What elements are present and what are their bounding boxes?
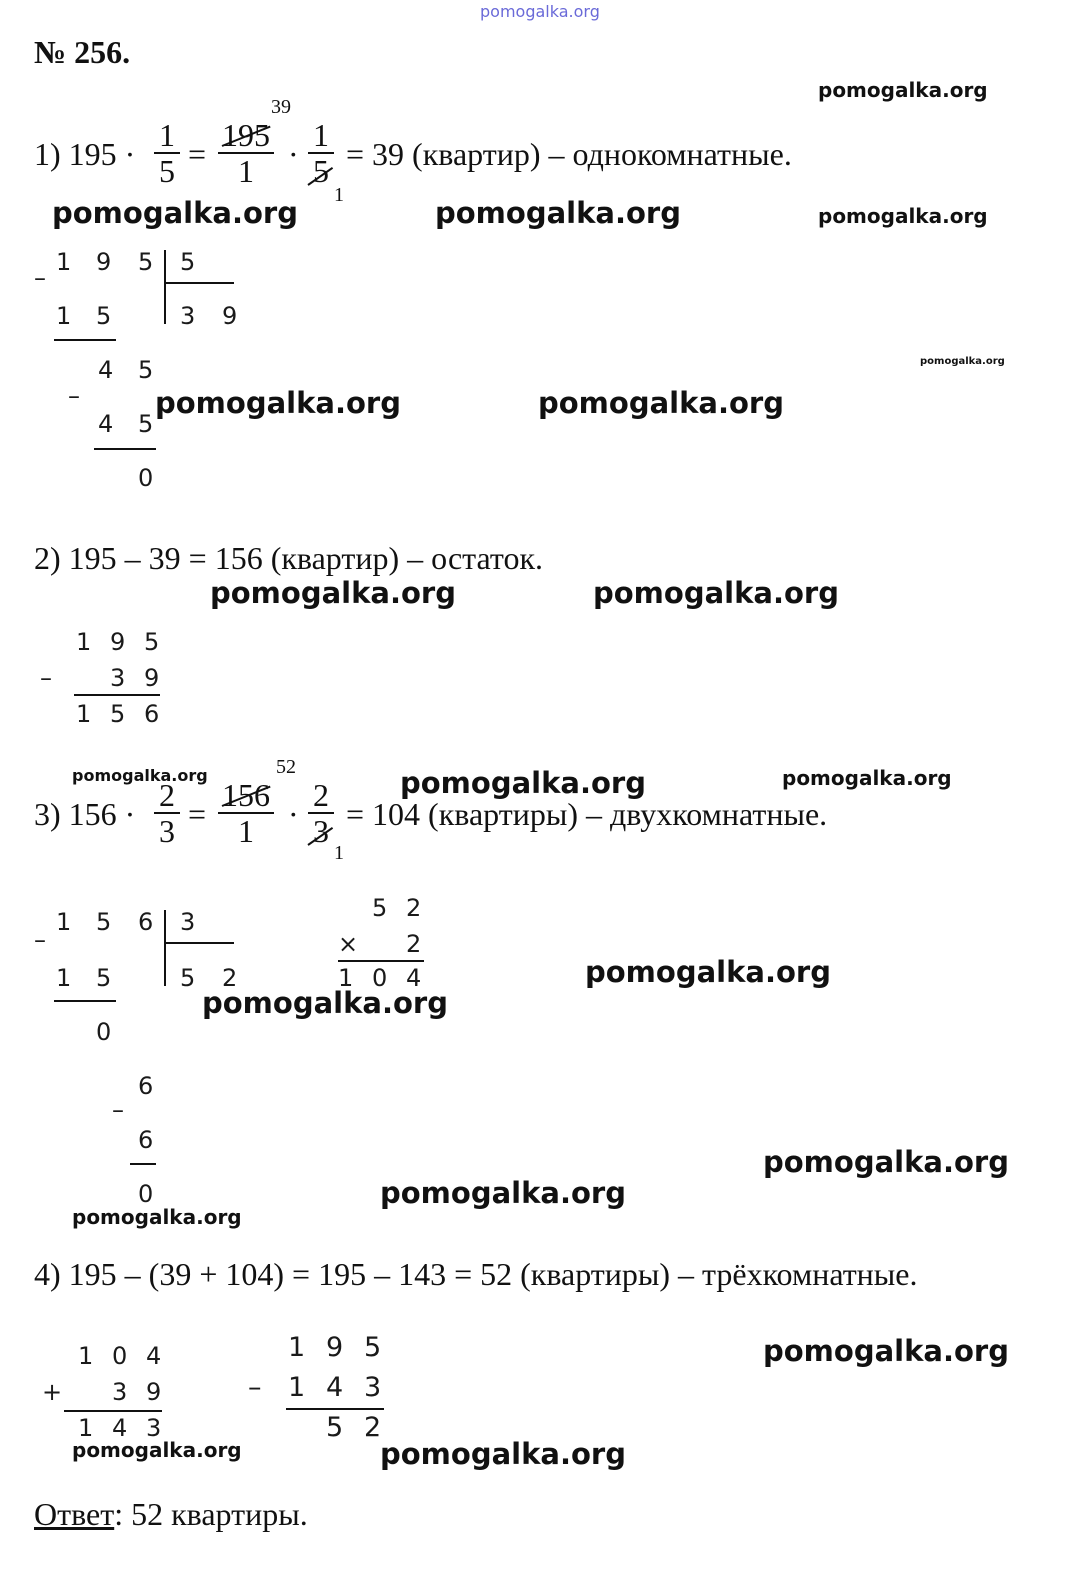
numerator: 1 [159,117,175,153]
quotient-digit: 5 [180,964,196,992]
dividend-digit: 9 [96,248,112,276]
subtrahend-digit: 5 [138,410,154,438]
addend-digit: 9 [146,1378,162,1406]
step3-fraction-3 [308,778,334,848]
factor-digit: 2 [406,894,422,922]
numerator: 1 [313,117,329,153]
subtrahend-digit: 9 [144,664,160,692]
step1-fraction-3 [308,118,334,188]
column-op: – [40,664,52,692]
minuend-digit: 1 [76,628,92,656]
step2-text: 2) 195 – 39 = 156 (квартир) – остаток. [34,540,543,576]
result-digit: 6 [144,700,160,728]
watermark: pomogalka.org [538,386,784,420]
minuend-digit: 9 [326,1332,344,1363]
watermark: pomogalka.org [920,356,1005,367]
watermark: pomogalka.org [818,78,988,102]
cancel-result-top: 39 [271,96,291,118]
dividend-digit: 5 [138,248,154,276]
column-rule [64,1410,162,1412]
quotient-digit: 3 [180,302,196,330]
watermark: pomogalka.org [52,196,298,230]
watermark: pomogalka.org [380,1437,626,1471]
step3-prefix: 3) 156 · [34,796,136,832]
minuend-digit: 5 [364,1332,382,1363]
step4-text: 4) 195 – (39 + 104) = 195 – 143 = 52 (квартиры) – трёхкомнатные. [34,1256,918,1292]
division-minus: – [34,264,46,292]
numerator: 195 [222,117,270,153]
denominator: 5 [159,153,175,189]
watermark-top: pomogalka.org [480,2,600,21]
watermark: pomogalka.org [782,766,952,790]
division-bracket [164,250,166,324]
result-digit: 1 [76,700,92,728]
quotient-digit: 2 [222,964,238,992]
division-minus: – [68,382,80,410]
subtrahend-digit: 3 [110,664,126,692]
dot-operator: · [288,796,299,832]
subtrahend-digit: 6 [138,1126,154,1154]
division-bracket [164,910,166,986]
division-rule [54,339,116,341]
product-digit: 4 [406,964,422,992]
remainder-digit: 5 [138,356,154,384]
watermark: pomogalka.org [593,576,839,610]
equals-sign: = [188,796,207,832]
product-digit: 1 [338,964,354,992]
remainder-digit: 4 [98,356,114,384]
watermark: pomogalka.org [380,1176,626,1210]
division-rule [54,1000,116,1002]
addend-digit: 3 [112,1378,128,1406]
minuend-digit: 5 [144,628,160,656]
numerator: 2 [159,777,175,813]
answer-label: Ответ [34,1496,115,1532]
addend-digit: 0 [112,1342,128,1370]
watermark: pomogalka.org [72,1205,242,1229]
watermark: pomogalka.org [435,196,681,230]
watermark: pomogalka.org [210,576,456,610]
column-op: – [248,1372,262,1403]
sum-digit: 4 [112,1414,128,1442]
division-minus: – [112,1096,124,1124]
division-minus: – [34,926,46,954]
column-rule [338,960,424,962]
divisor-underline [164,282,234,284]
answer-line [34,1496,308,1533]
denominator: 3 [159,813,175,849]
remainder-digit: 0 [96,1018,112,1046]
subtrahend-digit: 3 [364,1372,382,1403]
division-rule [94,448,156,450]
sum-digit: 3 [146,1414,162,1442]
subtrahend-digit: 5 [96,964,112,992]
column-op: × [338,930,359,958]
denominator: 1 [238,153,254,189]
denominator: 1 [238,813,254,849]
difference-digit: 5 [326,1412,344,1443]
column-rule [286,1408,384,1410]
watermark: pomogalka.org [400,766,646,800]
numerator: 156 [222,777,270,813]
divisor: 5 [180,248,196,276]
subtrahend-digit: 1 [56,964,72,992]
result-digit: 5 [110,700,126,728]
column-rule [74,694,160,696]
difference-digit: 2 [364,1412,382,1443]
division-rule [130,1163,156,1165]
minuend-digit: 9 [110,628,126,656]
column-op: + [42,1378,63,1406]
sum-digit: 1 [78,1414,94,1442]
subtrahend-digit: 1 [288,1372,306,1403]
cancel-result-top: 52 [276,756,296,778]
watermark: pomogalka.org [72,1438,242,1462]
remainder-digit: 6 [138,1072,154,1100]
subtrahend-digit: 5 [96,302,112,330]
final-remainder: 0 [138,464,154,492]
dividend-digit: 1 [56,908,72,936]
subtrahend-digit: 4 [98,410,114,438]
step1-prefix: 1) 195 · [34,136,136,172]
quotient-digit: 9 [222,302,238,330]
dividend-digit: 1 [56,248,72,276]
step1-fraction-1 [154,118,180,188]
divisor: 3 [180,908,196,936]
step1-result: = 39 (квартир) – однокомнатные. [346,136,792,172]
final-remainder: 0 [138,1180,154,1208]
equals-sign: = [188,136,207,172]
watermark: pomogalka.org [155,386,401,420]
factor-digit: 5 [372,894,388,922]
watermark: pomogalka.org [763,1145,1009,1179]
product-digit: 0 [372,964,388,992]
numerator: 2 [313,777,329,813]
divisor-underline [164,942,234,944]
step3-fraction-1 [154,778,180,848]
dividend-digit: 6 [138,908,154,936]
watermark: pomogalka.org [818,204,988,228]
denominator: 3 [313,813,329,849]
addend-digit: 1 [78,1342,94,1370]
watermark: pomogalka.org [763,1334,1009,1368]
step3-result: = 104 (квартиры) – двухкомнатные. [346,796,828,832]
watermark: pomogalka.org [585,955,831,989]
minuend-digit: 1 [288,1332,306,1363]
addend-digit: 4 [146,1342,162,1370]
problem-title: № 256. [34,34,131,70]
subtrahend-digit: 1 [56,302,72,330]
factor-digit: 2 [406,930,422,958]
dot-operator: · [288,136,299,172]
answer-text: : 52 квартиры. [114,1496,308,1532]
dividend-digit: 5 [96,908,112,936]
watermark: pomogalka.org [202,986,448,1020]
cancel-result-bottom: 1 [334,842,344,864]
cancel-result-bottom: 1 [334,184,344,206]
denominator: 5 [313,153,329,189]
watermark: pomogalka.org [72,766,208,785]
subtrahend-digit: 4 [326,1372,344,1403]
